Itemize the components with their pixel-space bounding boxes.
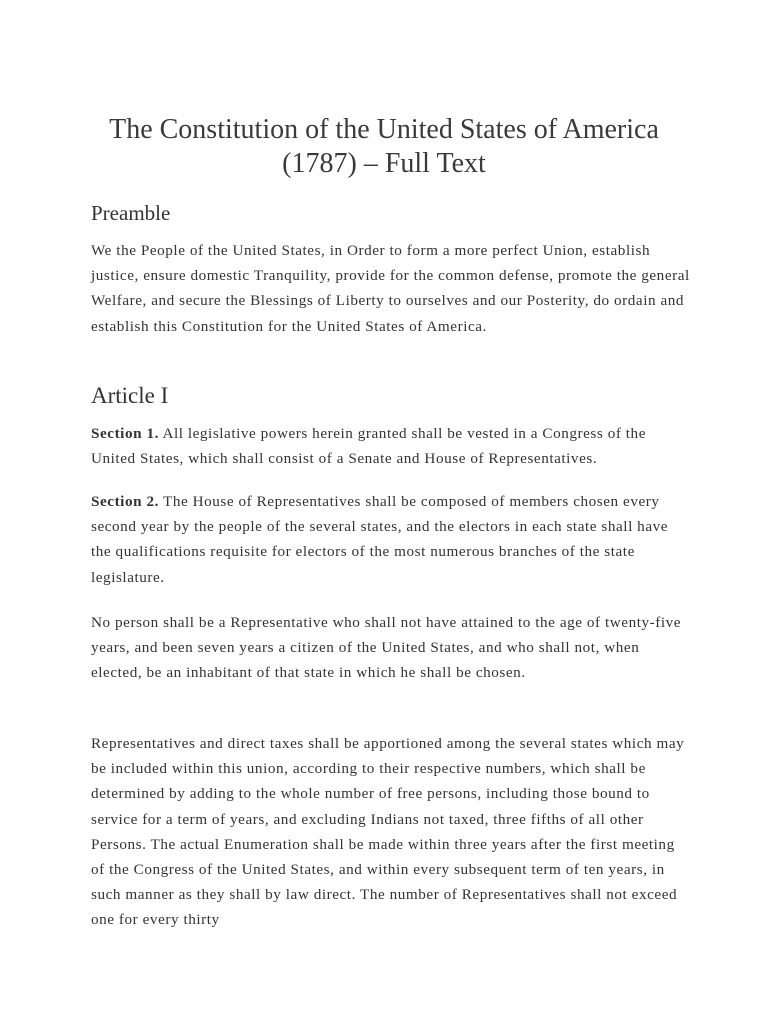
title-line-1: The Constitution of the United States of America xyxy=(109,114,659,145)
preamble-text: We the People of the United States, in Order to form a more perfect Union, establish justice, ensure domestic Tranquility, provide for the common defense, promote the general Welfare, and secure the Blessings of Liberty to ourselves and our Posterity, do ordain and establish this Constitution for the United States of America. xyxy=(91,242,690,335)
document-title xyxy=(60,113,708,181)
title-line-2: (1787) – Full Text xyxy=(282,148,486,179)
section-1-label: Section 1. xyxy=(91,425,159,442)
article-1-heading: Article I xyxy=(91,383,169,408)
preamble-heading: Preamble xyxy=(91,201,171,225)
apportionment-paragraph: Representatives and direct taxes shall be apportioned among the several states which may be included within this union, according to their respective numbers, which shall be determined by adding to the whole number of free persons, including those bound to service for a term of years, and excluding Indians not taxed, three fifths of all other Persons. The actual Enumeration shall be made within three years after the first meeting of the Congress of the United States, and within every subsequent term of ten years, in such manner as they shall by law direct. The number of Representatives shall not exceed one for every thirty xyxy=(91,735,685,929)
representative-qualifications-paragraph: No person shall be a Representative who shall not have attained to the age of twenty-five years, and been seven years a citizen of the United States, and who shall not, when elected, be an inhabitant of that state in which he shall be chosen. xyxy=(91,614,682,682)
section-1-text: All legislative powers herein granted shall be vested in a Congress of the United States, which shall consist of a Senate and House of Representatives. xyxy=(91,425,646,468)
section-1-paragraph xyxy=(91,421,691,471)
section-2-label: Section 2. xyxy=(91,493,159,510)
section-2-text: The House of Representatives shall be composed of members chosen every second year by the people of the several states, and the electors in each state shall have the qualifications requisite for electors of the most numerous branches of the state legislature. xyxy=(91,493,669,586)
section-2-paragraph xyxy=(91,489,691,590)
